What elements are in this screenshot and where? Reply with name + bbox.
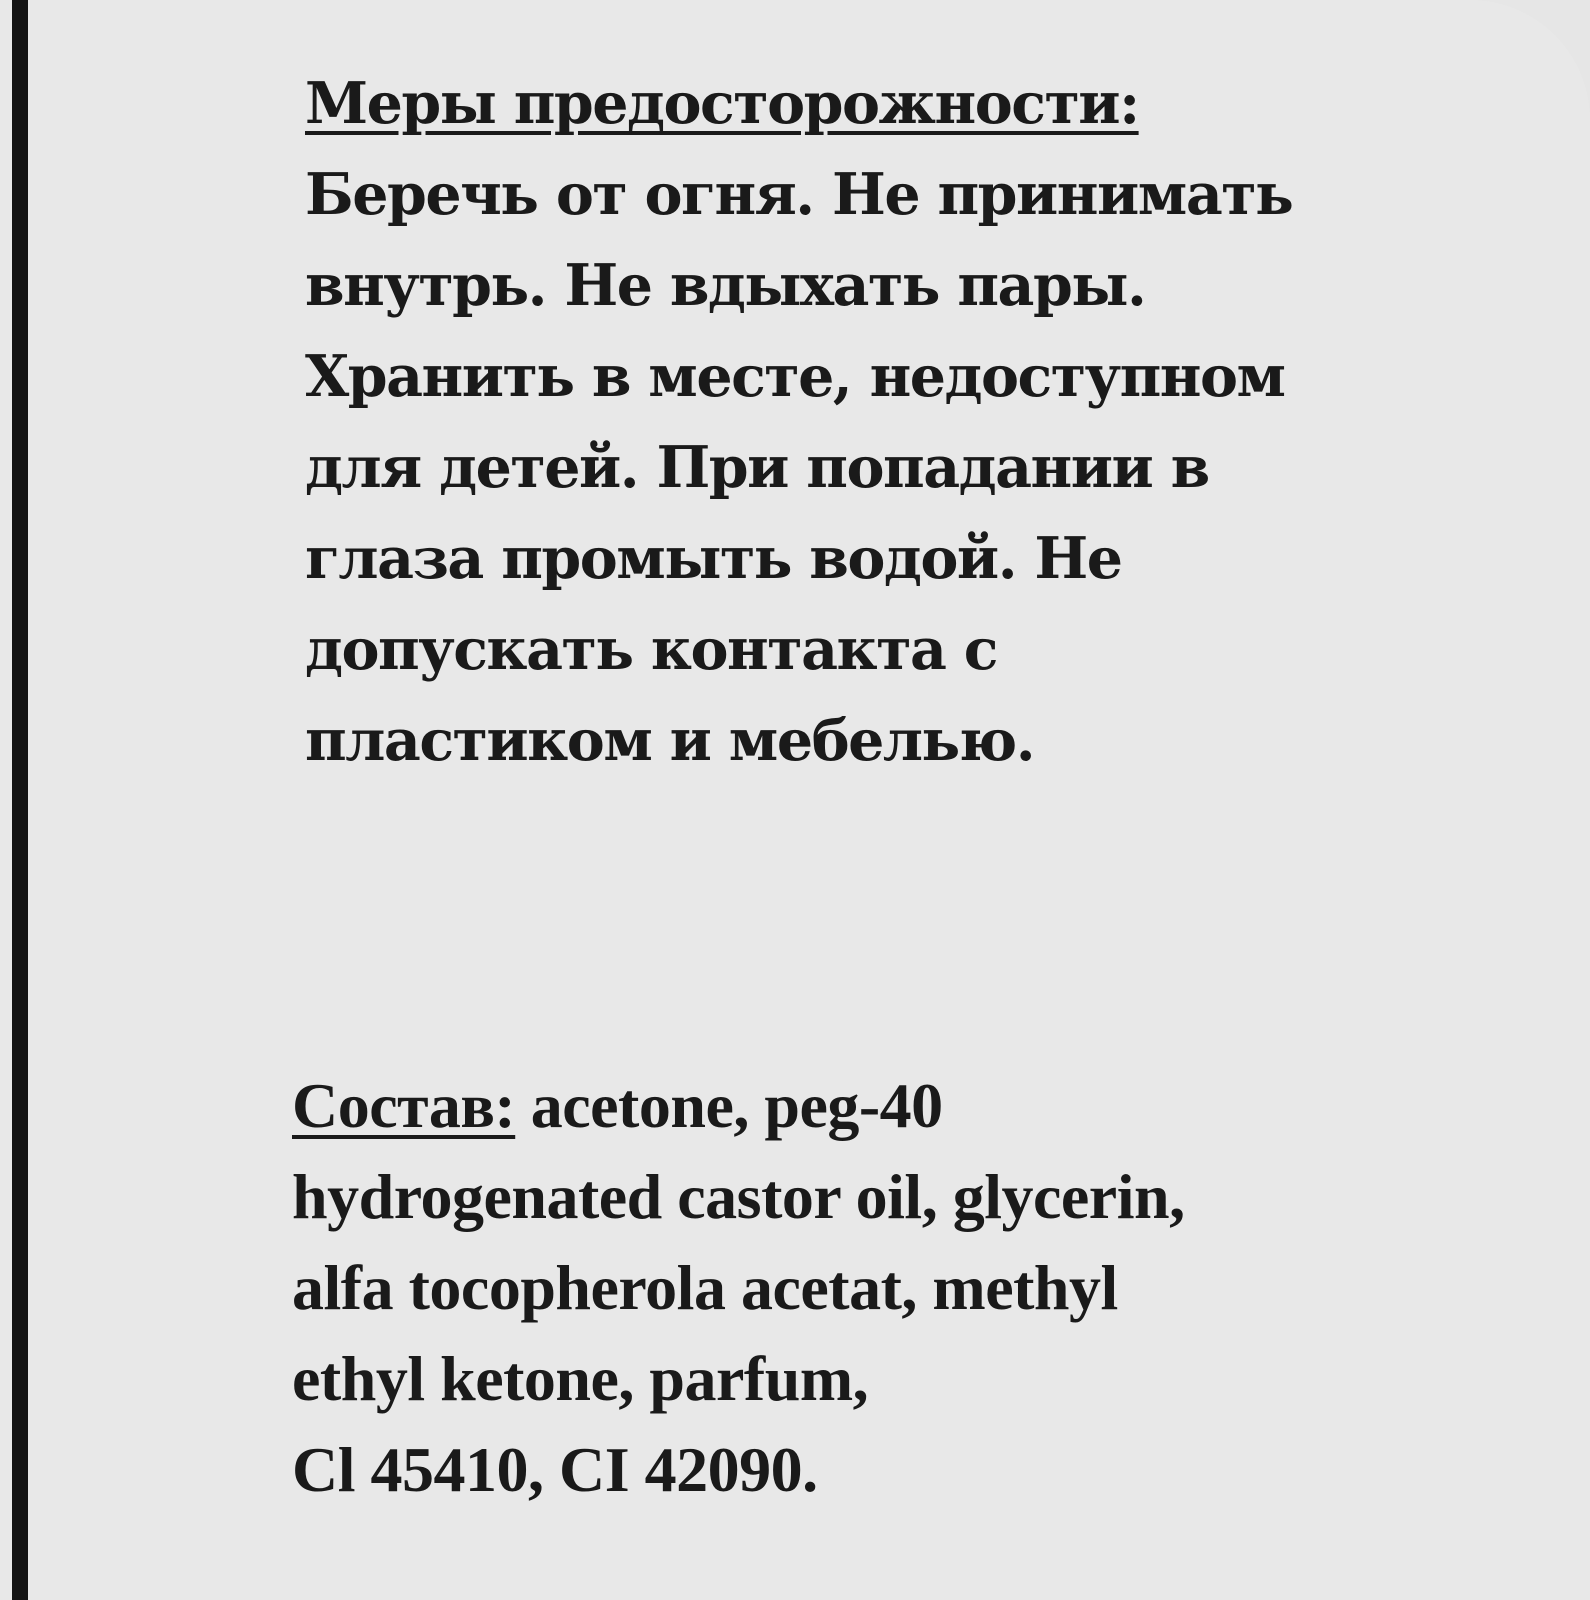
composition-line: Cl 45410, CI 42090. <box>292 1434 818 1505</box>
precautions-line: Хранить в месте, недоступном <box>305 343 1285 410</box>
precautions-heading: Меры предосторожности: <box>305 70 1139 137</box>
precautions-line: глаза промыть водой. Не <box>305 525 1122 592</box>
precautions-section <box>305 58 1292 786</box>
composition-line: hydrogenated castor oil, glycerin, <box>292 1161 1185 1232</box>
label-border <box>12 0 28 1600</box>
composition-heading: Состав: <box>292 1070 516 1141</box>
precautions-line: пластиком и мебелью. <box>305 707 1035 774</box>
precautions-heading-line <box>305 58 1292 149</box>
composition-first-line-text: acetone, peg-40 <box>515 1070 943 1141</box>
precautions-line: для детей. При попадании в <box>305 434 1209 501</box>
precautions-line: допускать контакта с <box>305 616 997 683</box>
composition-first-line <box>292 1060 1185 1151</box>
composition-line: ethyl ketone, parfum, <box>292 1343 869 1414</box>
composition-line: alfa tocopherola acetat, methyl <box>292 1252 1118 1323</box>
composition-section <box>292 1060 1185 1515</box>
precautions-line: Беречь от огня. Не принимать <box>305 161 1293 228</box>
precautions-line: внутрь. Не вдыхать пары. <box>305 252 1146 319</box>
